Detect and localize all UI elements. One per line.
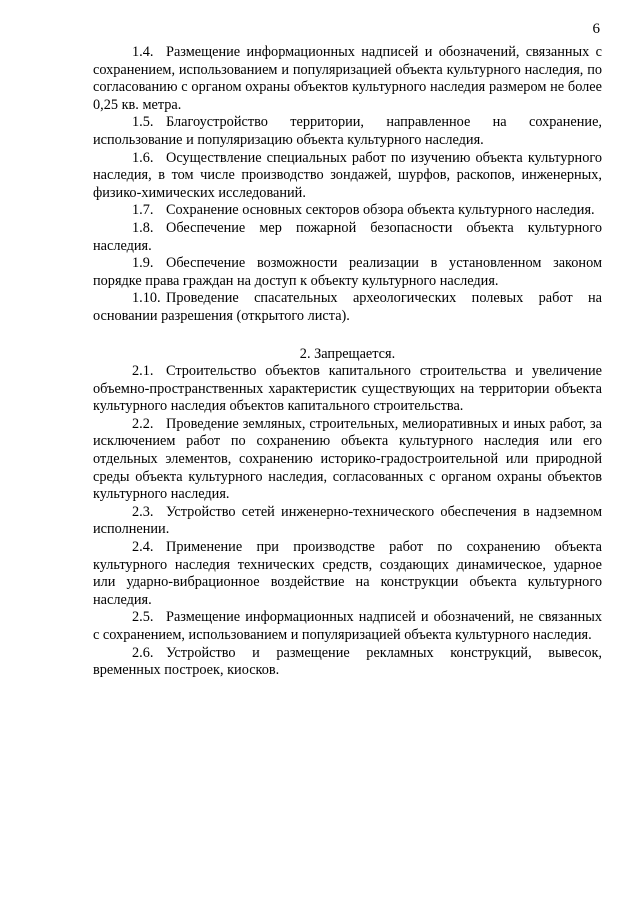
clause-number: 2.6. <box>132 644 154 661</box>
clause-text: Устройство и размещение рекламных конструкций, вывесок, временных построек, киосков. <box>93 644 602 679</box>
clause-number: 2.1. <box>132 363 154 380</box>
section-2-title: 2. Запрещается. <box>299 345 396 362</box>
clause-2-3 <box>93 504 602 539</box>
page-number: 6 <box>592 21 600 37</box>
clause-number: 1.9. <box>132 255 154 272</box>
clause-2-5 <box>93 609 602 644</box>
clause-number: 1.7. <box>132 202 154 219</box>
section-2-list <box>93 363 602 680</box>
clause-text: Благоустройство территории, направленное на сохранение, использование и популяризацию объекта культурного наследия. <box>93 114 602 148</box>
clause-2-1 <box>93 363 602 416</box>
clause-2-6 <box>93 645 602 680</box>
document-body <box>93 44 602 680</box>
clause-1-4 <box>93 44 602 114</box>
clause-text: Устройство сетей инженерно-технического обеспечения в надземном исполнении. <box>93 503 602 538</box>
clause-1-7 <box>93 202 602 220</box>
clause-1-10 <box>93 290 602 325</box>
clause-1-8 <box>93 220 602 255</box>
clause-text: Обеспечение возможности реализации в установленном законом порядке права граждан на доступ к объекту культурного наследия. <box>93 255 602 289</box>
clause-2-4 <box>93 539 602 609</box>
clause-number: 2.4. <box>132 539 154 556</box>
clause-number: 1.5. <box>132 114 154 131</box>
clause-number: 2.2. <box>132 415 154 432</box>
clause-text: Проведение спасательных археологических полевых работ на основании разрешения (открытого листа). <box>93 290 602 324</box>
clause-number: 2.3. <box>132 503 154 520</box>
clause-text: Проведение земляных, строительных, мелиоративных и иных работ, за исключением работ по сохранению объекта культурного наследия или его отдельных элементов, сохранению историко-градостроительной или природной среды объекта культурного наследия, согласованных с органом охраны объектов культурного наследия. <box>93 415 602 503</box>
clause-1-9 <box>93 255 602 290</box>
clause-text: Сохранение основных секторов обзора объекта культурного наследия. <box>166 202 595 219</box>
clause-text: Применение при производстве работ по сохранению объекта культурного наследия технических средств, создающих динамическое, ударное или ударно-вибрационное воздействие на конструкции объекта культурного наследия. <box>93 539 602 608</box>
clause-text: Размещение информационных надписей и обозначений, не связанных с сохранением, использованием и популяризацией объекта культурного наследия. <box>93 609 602 643</box>
clause-text: Обеспечение мер пожарной безопасности объекта культурного наследия. <box>93 219 602 254</box>
clause-number: 1.4. <box>132 44 154 60</box>
clause-text: Осуществление специальных работ по изучению объекта культурного наследия, в том числе производство зондажей, шурфов, раскопов, инженерных, физико-химических исследований. <box>93 149 602 201</box>
clause-1-6 <box>93 150 602 203</box>
clause-number: 1.8. <box>132 219 154 236</box>
clause-text: Размещение информационных надписей и обозначений, связанных с сохранением, использованием и популяризацией объекта культурного наследия, по согласованию с органом охраны объектов культурного наследия размером не более 0,25 кв. метра. <box>93 44 602 113</box>
section-1-list <box>93 44 602 326</box>
clause-2-2 <box>93 416 602 504</box>
clause-number: 2.5. <box>132 609 154 626</box>
clause-1-5 <box>93 114 602 149</box>
clause-number: 1.6. <box>132 149 154 166</box>
clause-number: 1.10. <box>132 290 161 307</box>
clause-text: Строительство объектов капитального строительства и увеличение объемно-пространственных характеристик существующих на территории объекта культурного наследия объектов капитального строительства. <box>93 363 602 415</box>
